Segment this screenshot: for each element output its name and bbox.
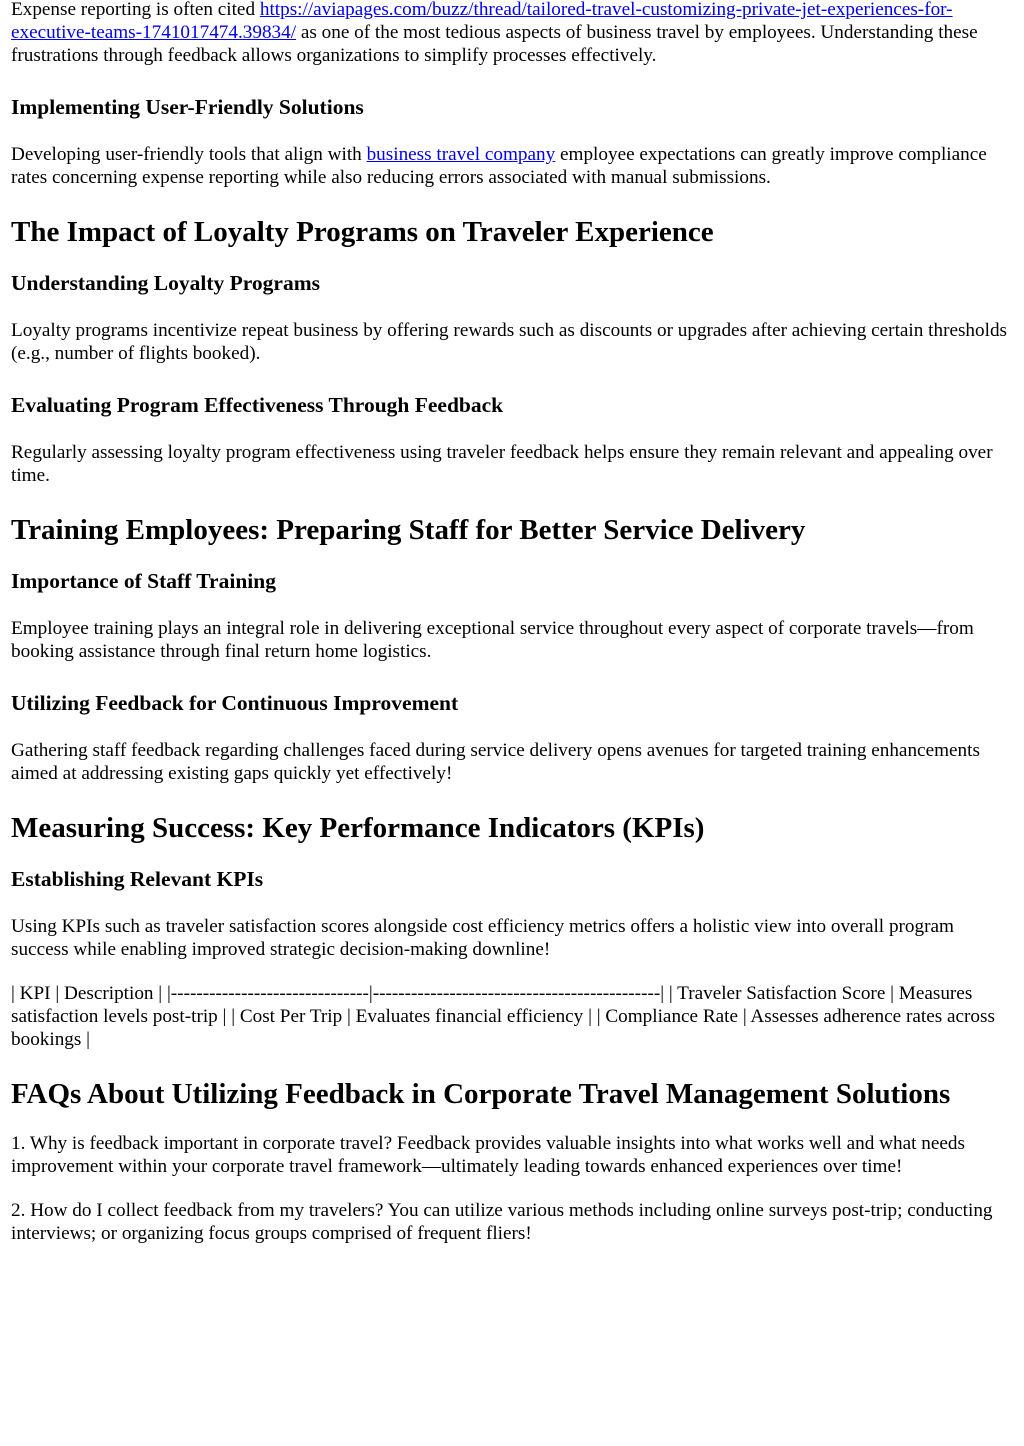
business-travel-company-link[interactable]: business travel company: [366, 144, 556, 165]
heading-measuring-success: Measuring Success: Key Performance Indicators (KPIs): [11, 812, 705, 844]
paragraph-user-friendly-solutions: [11, 143, 1013, 189]
faq-item: 1. Why is feedback important in corporate travel? Feedback provides valuable insights into what works well and what needs improvement within your corporate travel framework—ultimately leading towards enhanced experiences over time!: [11, 1133, 965, 1177]
kpi-table-text: | KPI | Description | |-------------------------------|---------------------------------------------| | Traveler Satisfaction Score | Measures satisfaction levels post-trip | | Cost Per Trip | Evaluates financial efficiency | | Compliance Rate | Assesses adherence rates across bookings |: [11, 983, 995, 1050]
paragraph-understanding-loyalty: Loyalty programs incentivize repeat business by offering rewards such as discounts or upgrades after achieving certain thresholds (e.g., number of flights booked).: [11, 320, 1008, 364]
intro-text-after: as one of the most tedious aspects of business travel by employees. Understanding these frustrations through feedback allows organizations to simplify processes effectively.: [11, 22, 978, 66]
solutions-text-before: Developing user-friendly tools that align with: [11, 144, 367, 165]
heading-evaluating-effectiveness: Evaluating Program Effectiveness Through Feedback: [11, 393, 504, 417]
heading-understanding-loyalty: Understanding Loyalty Programs: [11, 271, 320, 295]
intro-paragraph: [11, 0, 1013, 67]
heading-staff-training: Importance of Staff Training: [11, 569, 276, 593]
heading-user-friendly-solutions: Implementing User-Friendly Solutions: [11, 95, 364, 119]
intro-text-before: Expense reporting is often cited: [11, 0, 260, 20]
aviapages-link[interactable]: https://aviapages.com/buzz/thread/tailored-travel-customizing-private-jet-experiences-for-executive-teams-1741017474.39834/: [11, 0, 953, 43]
heading-faqs: FAQs About Utilizing Feedback in Corporate Travel Management Solutions: [11, 1078, 951, 1110]
solutions-text-after: employee expectations can greatly improve compliance rates concerning expense reporting while also reducing errors associated with manual submissions.: [11, 144, 987, 188]
paragraph-establishing-kpis: Using KPIs such as traveler satisfaction scores alongside cost efficiency metrics offers a holistic view into overall program success while enabling improved strategic decision-making downline!: [11, 916, 954, 960]
heading-training-employees: Training Employees: Preparing Staff for Better Service Delivery: [11, 514, 806, 546]
paragraph-staff-training: Employee training plays an integral role in delivering exceptional service throughout every aspect of corporate travels—from booking assistance through final return home logistics.: [11, 618, 974, 662]
faq-item: 2. How do I collect feedback from my travelers? You can utilize various methods including online surveys post-trip; conducting interviews; or organizing focus groups comprised of frequent fliers!: [11, 1200, 993, 1244]
heading-loyalty-programs: The Impact of Loyalty Programs on Traveler Experience: [11, 216, 714, 248]
heading-continuous-improvement: Utilizing Feedback for Continuous Improvement: [11, 691, 459, 715]
paragraph-continuous-improvement: Gathering staff feedback regarding challenges faced during service delivery opens avenues for targeted training enhancements aimed at addressing existing gaps quickly yet effectively!: [11, 740, 980, 784]
paragraph-evaluating-effectiveness: Regularly assessing loyalty program effectiveness using traveler feedback helps ensure they remain relevant and appealing over time.: [11, 442, 993, 486]
heading-establishing-kpis: Establishing Relevant KPIs: [11, 867, 264, 891]
